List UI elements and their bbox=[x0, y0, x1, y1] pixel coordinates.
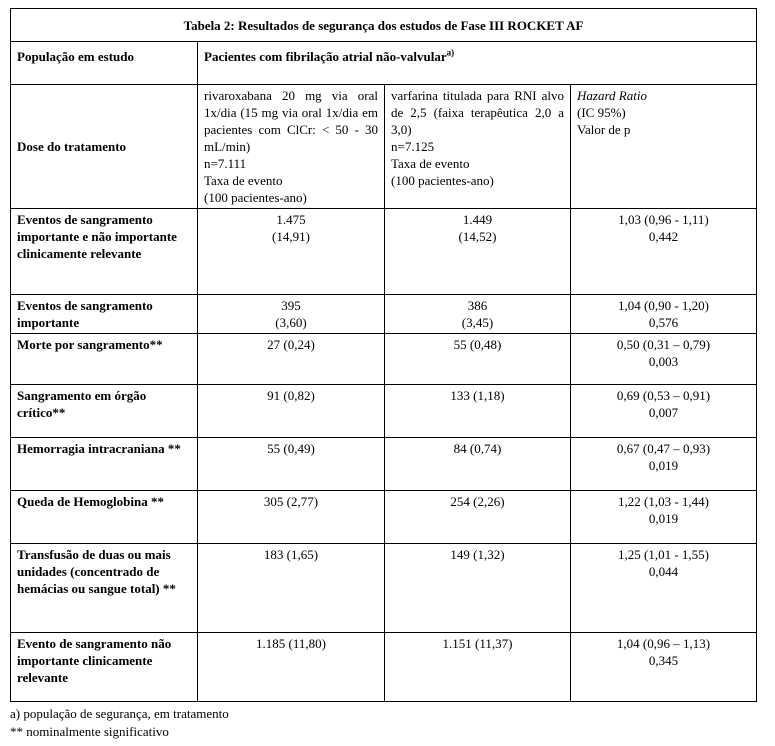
warfarin-rate-label: Taxa de evento bbox=[391, 156, 470, 171]
table-row bbox=[11, 491, 757, 544]
rivaroxaban-rate-label: Taxa de evento bbox=[204, 173, 283, 188]
table-row bbox=[11, 209, 757, 295]
hazard-ratio-value: 1,04 (0,90 - 1,20) 0,576 bbox=[571, 295, 757, 334]
hazard-ratio-value: 0,69 (0,53 – 0,91) 0,007 bbox=[571, 385, 757, 438]
warfarin-header bbox=[385, 85, 571, 209]
row-label: Sangramento em órgão crítico** bbox=[11, 385, 198, 438]
warfarin-rate-unit: (100 pacientes-ano) bbox=[391, 173, 494, 188]
ci-label: (IC 95%) bbox=[577, 105, 626, 120]
row-label: Eventos de sangramento importante bbox=[11, 295, 198, 334]
warfarin-value: 84 (0,74) bbox=[385, 438, 571, 491]
warfarin-value: 254 (2,26) bbox=[385, 491, 571, 544]
rivaroxaban-value: 305 (2,77) bbox=[198, 491, 385, 544]
warfarin-value: 1.151 (11,37) bbox=[385, 633, 571, 702]
footnote-significance: ** nominalmente significativo bbox=[10, 724, 169, 739]
table-row bbox=[11, 438, 757, 491]
rivaroxaban-value: 91 (0,82) bbox=[198, 385, 385, 438]
hazard-ratio-title: Hazard Ratio bbox=[577, 88, 647, 103]
hazard-ratio-value: 0,67 (0,47 – 0,93) 0,019 bbox=[571, 438, 757, 491]
table-row bbox=[11, 295, 757, 334]
table-row bbox=[11, 334, 757, 385]
hazard-ratio-value: 1,03 (0,96 - 1,11) 0,442 bbox=[571, 209, 757, 295]
document bbox=[10, 8, 756, 741]
hazard-ratio-value: 0,50 (0,31 – 0,79) 0,003 bbox=[571, 334, 757, 385]
row-label: Morte por sangramento** bbox=[11, 334, 198, 385]
table-row bbox=[11, 385, 757, 438]
row-label: Evento de sangramento não importante clinicamente relevante bbox=[11, 633, 198, 702]
rivaroxaban-n: n=7.111 bbox=[204, 156, 247, 171]
rivaroxaban-dose: rivaroxabana 20 mg via oral 1x/dia (15 mg via oral 1x/dia em pacientes com ClCr: < 50 - 30 mL/min) bbox=[204, 88, 378, 154]
warfarin-value: 386 (3,45) bbox=[385, 295, 571, 334]
rivaroxaban-value: 183 (1,65) bbox=[198, 544, 385, 633]
warfarin-value: 133 (1,18) bbox=[385, 385, 571, 438]
rivaroxaban-value: 395 (3,60) bbox=[198, 295, 385, 334]
rivaroxaban-rate-unit: (100 pacientes-ano) bbox=[204, 190, 307, 205]
hazard-ratio-value: 1,22 (1,03 - 1,44) 0,019 bbox=[571, 491, 757, 544]
table-row bbox=[11, 633, 757, 702]
table-row bbox=[11, 544, 757, 633]
hazard-ratio-value: 1,04 (0,96 – 1,13) 0,345 bbox=[571, 633, 757, 702]
population-label: População em estudo bbox=[11, 42, 198, 85]
rivaroxaban-value: 55 (0,49) bbox=[198, 438, 385, 491]
warfarin-value: 149 (1,32) bbox=[385, 544, 571, 633]
row-label: Eventos de sangramento importante e não importante clinicamente relevante bbox=[11, 209, 198, 295]
row-label: Transfusão de duas ou mais unidades (concentrado de hemácias ou sangue total) ** bbox=[11, 544, 198, 633]
warfarin-dose: varfarina titulada para RNI alvo de 2,5 (faixa terapêutica 2,0 a 3,0) bbox=[391, 88, 564, 137]
hazard-ratio-header bbox=[571, 85, 757, 209]
population-footnote-ref: a) bbox=[446, 47, 455, 58]
population-value: Pacientes com fibrilação atrial não-valvular$^{a)}$ bbox=[198, 42, 757, 85]
p-value-label: Valor de p bbox=[577, 122, 631, 137]
warfarin-value: 1.449 (14,52) bbox=[385, 209, 571, 295]
row-label: Hemorragia intracraniana ** bbox=[11, 438, 198, 491]
hazard-ratio-value: 1,25 (1,01 - 1,55) 0,044 bbox=[571, 544, 757, 633]
dose-label: Dose do tratamento bbox=[11, 85, 198, 209]
warfarin-n: n=7.125 bbox=[391, 139, 435, 154]
rivaroxaban-value: 1.185 (11,80) bbox=[198, 633, 385, 702]
row-label: Queda de Hemoglobina ** bbox=[11, 491, 198, 544]
safety-results-table bbox=[10, 8, 757, 702]
table-caption: Tabela 2: Resultados de segurança dos estudos de Fase III ROCKET AF bbox=[11, 9, 757, 42]
warfarin-value: 55 (0,48) bbox=[385, 334, 571, 385]
footnote-a: a) população de segurança, em tratamento bbox=[10, 706, 229, 721]
footnotes bbox=[10, 705, 756, 741]
rivaroxaban-header bbox=[198, 85, 385, 209]
rivaroxaban-value: 1.475 (14,91) bbox=[198, 209, 385, 295]
rivaroxaban-value: 27 (0,24) bbox=[198, 334, 385, 385]
